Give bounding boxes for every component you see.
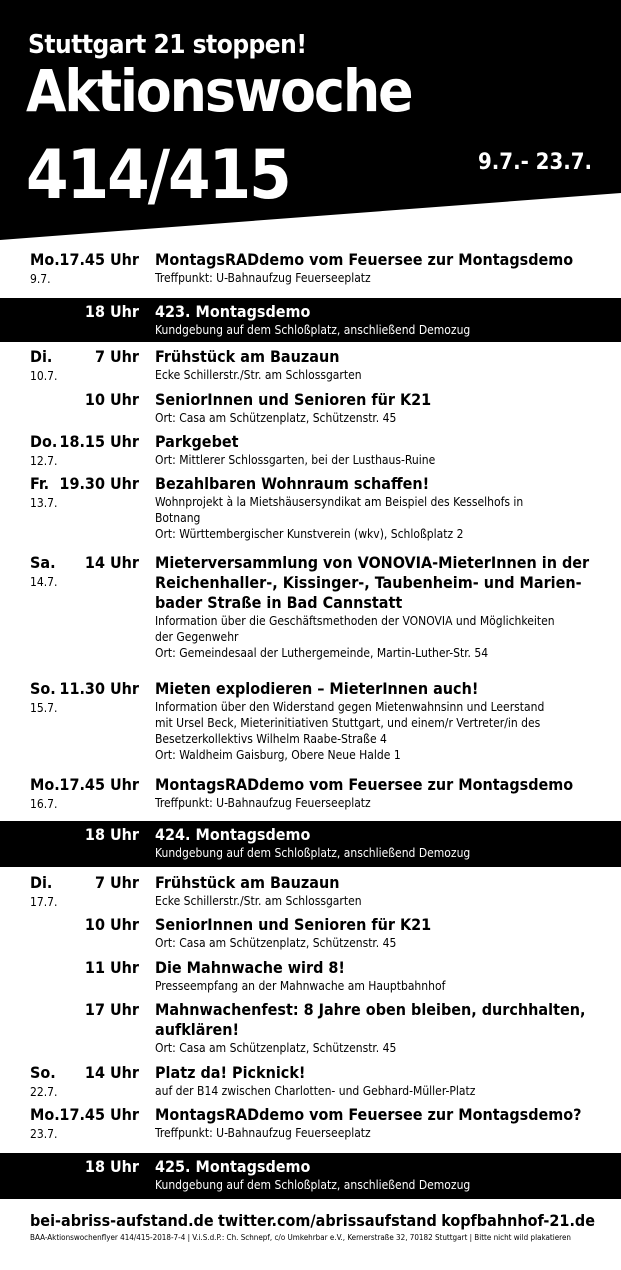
- event-detail: Ort: Casa am Schützenplatz, Schützenstr. 45: [155, 1041, 397, 1055]
- event-detail: Wohnprojekt à la Mietshäusersyndikat am Beispiel des Kesselhofs in: [155, 495, 524, 509]
- event-title: 424. Montagsdemo: [155, 825, 311, 844]
- event-title: Bezahlbaren Wohnraum schaffen!: [155, 474, 430, 493]
- event-detail: auf der B14 zwischen Charlotten- und Gebhard-Müller-Platz: [155, 1084, 476, 1098]
- event-time: 17 Uhr: [84, 1000, 139, 1019]
- event-detail: der Gegenwehr: [155, 630, 239, 644]
- event-detail: Treffpunkt: U-Bahnaufzug Feuerseeplatz: [155, 796, 371, 810]
- event-time: 10 Uhr: [84, 390, 139, 409]
- event-detail: Besetzerkollektivs Wilhelm Raabe-Straße 4: [155, 732, 387, 746]
- event-detail: Presseempfang an der Mahnwache am Hauptbahnhof: [155, 979, 446, 993]
- event-row: [0, 474, 621, 554]
- event-title: Mieten explodieren – MieterInnen auch!: [155, 679, 479, 698]
- event-time: 11 Uhr: [84, 958, 139, 977]
- event-row: [0, 432, 621, 472]
- event-row: [0, 679, 621, 775]
- event-time: 17.45 Uhr: [59, 1105, 139, 1124]
- event-title: SeniorInnen und Senioren für K21: [155, 915, 432, 934]
- event-time: 17.45 Uhr: [59, 250, 139, 269]
- event-row: [0, 390, 621, 430]
- event-detail: Information über die Geschäftsmethoden der VONOVIA und Möglichkeiten: [155, 614, 555, 628]
- header-title: Aktionswoche: [26, 57, 412, 125]
- event-time: 14 Uhr: [84, 553, 139, 572]
- event-day: Fr.: [30, 474, 50, 493]
- event-detail: Kundgebung auf dem Schloßplatz, anschließend Demozug: [155, 1178, 471, 1192]
- event-detail: Ort: Mittlerer Schlossgarten, bei der Lusthaus-Ruine: [155, 453, 436, 467]
- event-row: [0, 958, 621, 998]
- event-title: Frühstück am Bauzaun: [155, 873, 340, 892]
- event-row: [0, 1105, 621, 1145]
- event-detail: Information über den Widerstand gegen Mietenwahnsinn und Leerstand: [155, 700, 545, 714]
- event-time: 18.15 Uhr: [59, 432, 139, 451]
- event-time: 10 Uhr: [84, 915, 139, 934]
- event-day: Mo.: [30, 1105, 60, 1124]
- header-number: 414/415: [26, 136, 290, 215]
- event-detail: Ecke Schillerstr./Str. am Schlossgarten: [155, 894, 362, 908]
- event-detail: Ort: Casa am Schützenplatz, Schützenstr. 45: [155, 936, 397, 950]
- event-day: Di.: [30, 873, 53, 892]
- event-title: 425. Montagsdemo: [155, 1157, 311, 1176]
- event-day: Mo.: [30, 775, 60, 794]
- event-detail: Ecke Schillerstr./Str. am Schlossgarten: [155, 368, 362, 382]
- event-time: 19.30 Uhr: [59, 474, 139, 493]
- footer-link-website[interactable]: bei-abriss-aufstand.de: [30, 1211, 214, 1230]
- event-date: 22.7.: [30, 1085, 58, 1099]
- event-day: Sa.: [30, 553, 56, 572]
- event-date: 12.7.: [30, 454, 58, 468]
- event-date: 23.7.: [30, 1127, 58, 1141]
- event-row: [0, 1000, 621, 1064]
- event-time: 7 Uhr: [94, 347, 139, 366]
- event-detail: Treffpunkt: U-Bahnaufzug Feuerseeplatz: [155, 1126, 371, 1140]
- event-detail: Botnang: [155, 511, 201, 525]
- footer-fineprint: BAA-Aktionswochenflyer 414/415-2018-7-4 | V.i.S.d.P.: Ch. Schnepf, c/o Umkehrbar e.V., Kernerstraße 32, 70182 Stuttgart | Bitte nicht wild plakatieren: [30, 1233, 571, 1242]
- event-title: MontagsRADdemo vom Feuersee zur Montagsdemo: [155, 250, 574, 269]
- event-row: [0, 250, 621, 290]
- event-time: 14 Uhr: [84, 1063, 139, 1082]
- event-day: So.: [30, 679, 56, 698]
- event-time: 18 Uhr: [84, 825, 139, 844]
- event-time: 11.30 Uhr: [59, 679, 139, 698]
- event-row: [0, 915, 621, 955]
- event-date: 10.7.: [30, 369, 58, 383]
- event-row: [0, 1063, 621, 1103]
- event-day: Do.: [30, 432, 58, 451]
- event-time: 17.45 Uhr: [59, 775, 139, 794]
- event-date: 17.7.: [30, 895, 58, 909]
- event-row: [0, 347, 621, 387]
- event-day: Mo.: [30, 250, 60, 269]
- header-dates: 9.7.- 23.7.: [478, 150, 593, 175]
- event-row: [0, 775, 621, 817]
- event-time: 7 Uhr: [94, 873, 139, 892]
- event-detail: Ort: Gemeindesaal der Luthergemeinde, Martin-Luther-Str. 54: [155, 646, 489, 660]
- event-row-highlight: [0, 1153, 621, 1199]
- event-title: MontagsRADdemo vom Feuersee zur Montagsdemo: [155, 775, 574, 794]
- event-detail: Kundgebung auf dem Schloßplatz, anschließend Demozug: [155, 323, 471, 337]
- event-detail: Ort: Württembergischer Kunstverein (wkv), Schloßplatz 2: [155, 527, 464, 541]
- event-day: So.: [30, 1063, 56, 1082]
- header-subtitle: Stuttgart 21 stoppen!: [28, 30, 307, 60]
- event-detail: Kundgebung auf dem Schloßplatz, anschließend Demozug: [155, 846, 471, 860]
- event-time: 18 Uhr: [84, 1157, 139, 1176]
- footer-links: [30, 1211, 595, 1230]
- event-row-highlight: [0, 821, 621, 867]
- event-date: 16.7.: [30, 797, 58, 811]
- event-row: [0, 873, 621, 913]
- footer-link-kopfbahnhof[interactable]: kopfbahnhof-21.de: [441, 1211, 595, 1230]
- footer-link-twitter[interactable]: twitter.com/abrissaufstand: [218, 1211, 437, 1230]
- event-title: Parkgebet: [155, 432, 239, 451]
- event-title: Mieterversammlung von VONOVIA-MieterInnen in der Reichenhaller-, Kissinger-, Taubenheim- und Marien- bader Straße in Bad Cannstatt: [155, 553, 590, 612]
- event-date: 14.7.: [30, 575, 58, 589]
- event-row-highlight: [0, 298, 621, 342]
- event-detail: Ort: Casa am Schützenplatz, Schützenstr. 45: [155, 411, 397, 425]
- event-title: Frühstück am Bauzaun: [155, 347, 340, 366]
- event-row: [0, 553, 621, 677]
- event-day: Di.: [30, 347, 53, 366]
- event-detail: mit Ursel Beck, Mieterinitiativen Stuttgart, und einem/r Vertreter/in des: [155, 716, 541, 730]
- event-detail: Treffpunkt: U-Bahnaufzug Feuerseeplatz: [155, 271, 371, 285]
- event-title: 423. Montagsdemo: [155, 302, 311, 321]
- event-title: SeniorInnen und Senioren für K21: [155, 390, 432, 409]
- event-time: 18 Uhr: [84, 302, 139, 321]
- event-title: Platz da! Picknick!: [155, 1063, 306, 1082]
- event-date: 13.7.: [30, 496, 58, 510]
- event-date: 9.7.: [30, 272, 51, 286]
- event-detail: Ort: Waldheim Gaisburg, Obere Neue Halde 1: [155, 748, 401, 762]
- event-title: Mahnwachenfest: 8 Jahre oben bleiben, durchhalten, aufklären!: [155, 1000, 586, 1039]
- event-date: 15.7.: [30, 701, 58, 715]
- event-title: Die Mahnwache wird 8!: [155, 958, 345, 977]
- event-title: MontagsRADdemo vom Feuersee zur Montagsdemo?: [155, 1105, 582, 1124]
